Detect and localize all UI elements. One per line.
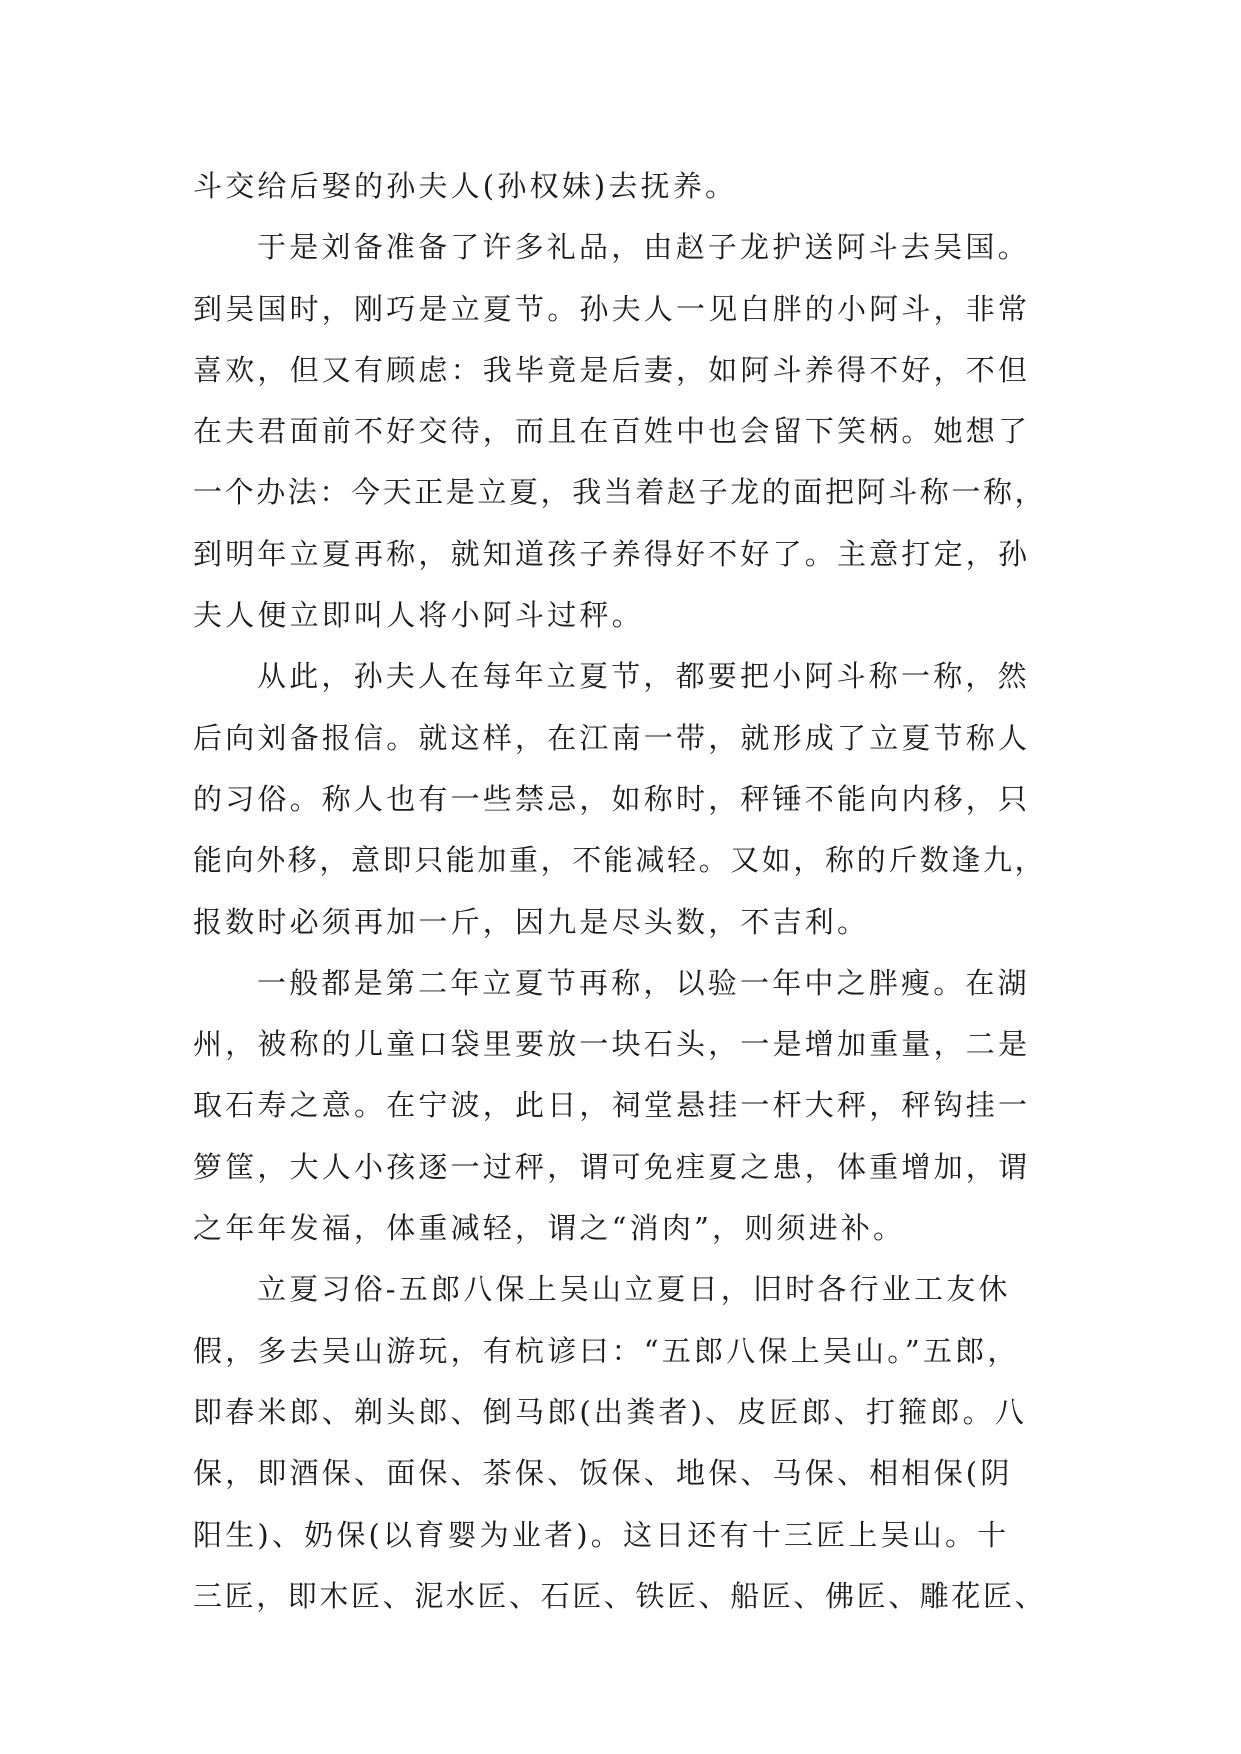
- text-line: 报数时必须再加一斤，因九是尽头数，不吉利。: [193, 904, 870, 939]
- text-line: 斗交给后娶的孙夫人(孙权妹)去抚养。: [193, 169, 738, 203]
- body-text: [193, 156, 1051, 1627]
- text-line: 在夫君面前不好交待，而且在百姓中也会留下笑柄。她想了: [193, 414, 1031, 449]
- text-line: 于是刘备准备了许多礼品，由赵子龙护送阿斗去吴国。: [257, 230, 1030, 265]
- text-line: 阳生)、奶保(以育婴为业者)。这日还有十三匠上吴山。十: [193, 1517, 1010, 1552]
- text-line: 取石寿之意。在宁波，此日，祠堂悬挂一杆大秤，秤钩挂一: [193, 1088, 1031, 1123]
- text-line: 一个办法：今天正是立夏，我当着赵子龙的面把阿斗称一称，: [193, 475, 1047, 510]
- text-line: 能向外移，意即只能加重，不能减轻。又如，称的斤数逢九，: [193, 843, 1047, 878]
- text-line: 从此，孙夫人在每年立夏节，都要把小阿斗称一称，然: [257, 659, 1030, 694]
- text-line: 立夏习俗-五郎八保上吴山立夏日，旧时各行业工友休: [257, 1272, 1011, 1307]
- text-line: 假，多去吴山游玩，有杭谚曰：“五郎八保上吴山。”五郎，: [193, 1333, 1020, 1368]
- text-line: 保，即酒保、面保、茶保、饭保、地保、马保、相相保(阴: [193, 1456, 1013, 1491]
- text-line: 州，被称的儿童口袋里要放一块石头，一是增加重量，二是: [193, 1027, 1031, 1062]
- text-line: 即舂米郎、剃头郎、倒马郎(出粪者)、皮匠郎、打箍郎。八: [193, 1394, 1028, 1429]
- text-line: 一般都是第二年立夏节再称，以验一年中之胖瘦。在湖: [257, 965, 1030, 1000]
- text-line: 三匠，即木匠、泥水匠、石匠、铁匠、船匠、佛匠、雕花匠、: [193, 1578, 1047, 1613]
- text-line: 夫人便立即叫人将小阿斗过秤。: [193, 598, 644, 633]
- text-line: 喜欢，但又有顾虑：我毕竟是后妻，如阿斗养得不好，不但: [193, 352, 1031, 387]
- text-line: 到吴国时，刚巧是立夏节。孙夫人一见白胖的小阿斗，非常: [193, 291, 1031, 326]
- text-line: 到明年立夏再称，就知道孩子养得好不好了。主意打定，孙: [193, 536, 1031, 571]
- text-line: 之年年发福，体重减轻，谓之“消肉”，则须进补。: [193, 1211, 906, 1246]
- text-line: 后向刘备报信。就这样，在江南一带，就形成了立夏节称人: [193, 720, 1031, 755]
- text-line: 的习俗。称人也有一些禁忌，如称时，秤锤不能向内移，只: [193, 781, 1031, 816]
- text-line: 箩筐，大人小孩逐一过秤，谓可免疰夏之患，体重增加，谓: [193, 1149, 1031, 1184]
